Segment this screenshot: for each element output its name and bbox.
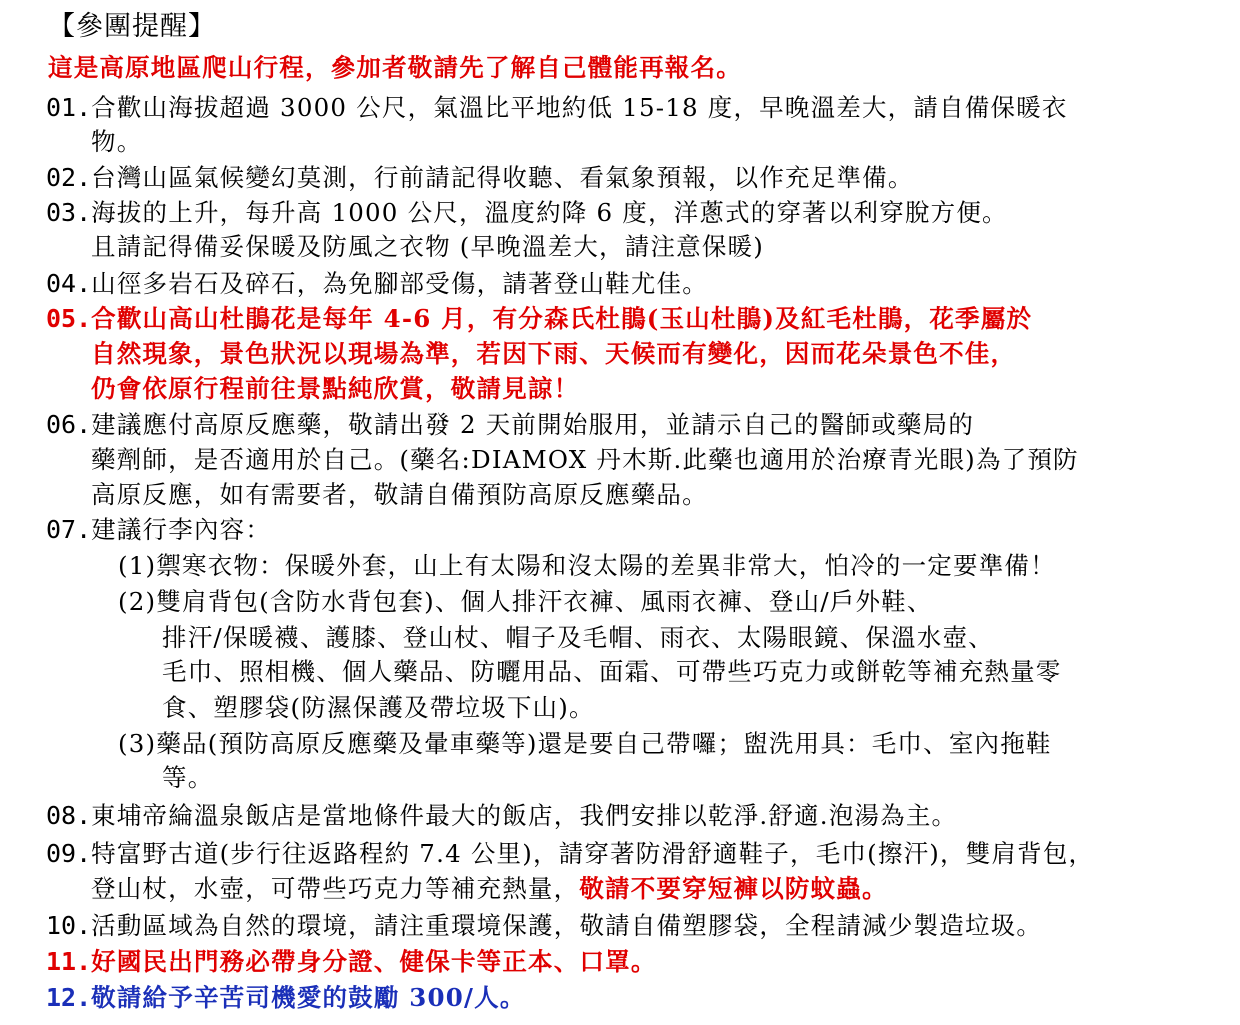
list-item-continuation: 且請記得備妥保暖及防風之衣物 (早晚溫差大，請注意保暖): [91, 232, 765, 261]
packing-item: (3)藥品(預防高原反應藥及暈車藥等)還是要自己帶囉；盥洗用具：毛巾、室內拖鞋: [118, 729, 1052, 758]
packing-item: (1)禦寒衣物：保暖外套，山上有太陽和沒太陽的差異非常大，怕冷的一定要準備！: [118, 551, 1056, 580]
list-item-continuation: 物。: [91, 127, 143, 156]
list-item-highlight: 12.敬請給予辛苦司機愛的鼓勵 300/人。: [46, 983, 526, 1012]
intro-warning: 這是高原地區爬山行程，參加者敬請先了解自己體能再報名。: [48, 53, 742, 82]
list-item: 09.特富野古道(步行往返路程約 7.4 公里)，請穿著防滑舒適鞋子，毛巾(擦汗)，雙肩背包，: [46, 839, 1095, 868]
mosquito-warning: 敬請不要穿短褲以防蚊蟲。: [579, 874, 888, 903]
list-item: 04.山徑多岩石及碎石，為免腳部受傷，請著登山鞋尤佳。: [46, 269, 708, 298]
list-item: 06.建議應付高原反應藥，敬請出發 2 天前開始服用，並請示自己的醫師或藥局的: [46, 410, 975, 439]
list-item-continuation: 高原反應，如有需要者，敬請自備預防高原反應藥品。: [91, 480, 708, 509]
list-item: 10.活動區域為自然的環境，請注重環境保護，敬請自備塑膠袋，全程請減少製造垃圾。: [46, 911, 1043, 940]
packing-item-continuation: 等。: [162, 763, 214, 792]
list-item: 01.合歡山海拔超過 3000 公尺，氣溫比平地約低 15-18 度，早晚溫差大，請自備保暖衣: [46, 93, 1068, 122]
list-item: 08.東埔帝綸溫泉飯店是當地條件最大的飯店，我們安排以乾淨.舒適.泡湯為主。: [46, 801, 958, 830]
packing-item-continuation: 毛巾、照相機、個人藥品、防曬用品、面霜、可帶些巧克力或餅乾等補充熱量零: [162, 657, 1062, 686]
packing-item-continuation: 食、塑膠袋(防濕保護及帶垃圾下山)。: [162, 693, 595, 722]
list-item-continuation: 自然現象，景色狀況以現場為準，若因下雨、天候而有變化，因而花朵景色不佳，: [91, 339, 1017, 368]
list-item: 02.台灣山區氣候變幻莫測，行前請記得收聽、看氣象預報，以作充足準備。: [46, 163, 914, 192]
list-item-continuation: 登山杖，水壺，可帶些巧克力等補充熱量，敬請不要穿短褲以防蚊蟲。: [91, 874, 888, 903]
list-item-highlight: 05.合歡山高山杜鵑花是每年 4-6 月，有分森氏杜鵑(玉山杜鵑)及紅毛杜鵑，花季屬於: [46, 304, 1033, 333]
list-item-highlight: 11.好國民出門務必帶身分證、健保卡等正本、口罩。: [46, 947, 657, 976]
list-item: 07.建議行李內容：: [46, 515, 272, 544]
packing-item-continuation: 排汗/保暖襪、護膝、登山杖、帽子及毛帽、雨衣、太陽眼鏡、保溫水壺、: [162, 623, 994, 652]
packing-item: (2)雙肩背包(含防水背包套)、個人排汗衣褲、風雨衣褲、登山/戶外鞋、: [118, 587, 933, 616]
list-item-continuation: 仍會依原行程前往景點純欣賞，敬請見諒！: [91, 374, 580, 403]
list-item-continuation: 藥劑師，是否適用於自己。(藥名:DIAMOX 丹木斯.此藥也適用於治療青光眼)為了預防: [91, 445, 1079, 474]
page-title: 【參團提醒】: [48, 11, 216, 42]
list-item: 03.海拔的上升，每升高 1000 公尺，溫度約降 6 度，洋蔥式的穿著以利穿脫方便。: [46, 198, 1008, 227]
